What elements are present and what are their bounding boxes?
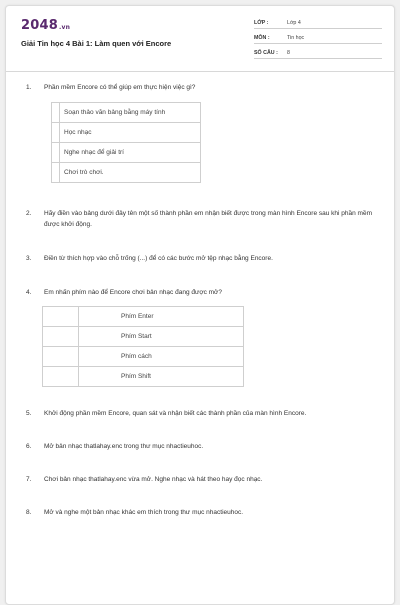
worksheet-header	[6, 6, 394, 72]
meta-subject-row	[254, 31, 382, 44]
option-label: Học nhạc	[60, 123, 201, 143]
option-checkbox-cell[interactable]	[43, 367, 79, 387]
question-text: Chơi bản nhạc thatlahay.enc vừa mở. Nghe nhạc và hát theo hay đọc nhạc.	[44, 476, 263, 483]
question-text: Mở bản nhạc thatlahay.enc trong thư mục nhactieuhoc.	[44, 443, 204, 450]
question-text: Hãy điền vào bảng dưới đây tên một số thành phần em nhận biết được trong màn hình Encore sau khi phần mềm được khởi động.	[44, 210, 372, 228]
option-checkbox-cell[interactable]	[52, 143, 60, 163]
table-row	[43, 367, 244, 387]
question-text: Khởi động phần mềm Encore, quan sát và nhận biết các thành phần của màn hình Encore.	[44, 410, 307, 417]
option-label: Phím Enter	[79, 307, 244, 327]
question-text: Phần mềm Encore có thể giúp em thực hiện việc gì?	[44, 84, 196, 91]
option-label: Chơi trò chơi.	[60, 163, 201, 183]
option-checkbox-cell[interactable]	[52, 103, 60, 123]
table-row	[52, 143, 201, 163]
question-number: 2.	[26, 210, 32, 217]
table-row	[52, 123, 201, 143]
option-checkbox-cell[interactable]	[52, 163, 60, 183]
option-checkbox-cell[interactable]	[43, 307, 79, 327]
option-label: Phím cách	[79, 347, 244, 367]
table-row	[43, 307, 244, 327]
option-label: Nghe nhạc để giải trí	[60, 143, 201, 163]
question-number: 4.	[26, 289, 32, 296]
logo-suffix: .vn	[58, 24, 71, 31]
q4-options-table	[42, 306, 244, 387]
option-checkbox-cell[interactable]	[43, 327, 79, 347]
question-number: 5.	[26, 410, 32, 417]
meta-class-value: Lớp 4	[287, 20, 301, 26]
option-label: Phím Shift	[79, 367, 244, 387]
meta-count-label: SỐ CÂU :	[254, 50, 278, 56]
q1-options-table	[51, 102, 201, 183]
question-number: 8.	[26, 509, 32, 516]
table-row	[52, 103, 201, 123]
meta-count-value: 8	[287, 50, 290, 56]
question-text: Điền từ thích hợp vào chỗ trống (...) để có các bước mở tệp nhạc bằng Encore.	[44, 255, 273, 262]
meta-class-row	[254, 16, 382, 29]
table-row	[43, 327, 244, 347]
question-number: 1.	[26, 84, 32, 91]
meta-subject-label: MÔN :	[254, 35, 270, 41]
question-number: 3.	[26, 255, 32, 262]
option-checkbox-cell[interactable]	[43, 347, 79, 367]
logo-main: 2048	[21, 18, 58, 33]
option-label: Phím Start	[79, 327, 244, 347]
question-text: Mở và nghe một bản nhạc khác em thích trong thư mục nhactieuhoc.	[44, 509, 244, 516]
table-row	[52, 163, 201, 183]
page-title: Giải Tin học 4 Bài 1: Làm quen với Encore	[21, 39, 172, 48]
meta-subject-value: Tin học	[287, 35, 305, 41]
question-number: 6.	[26, 443, 32, 450]
table-row	[43, 347, 244, 367]
option-label: Soạn thảo văn bảng bằng máy tính	[60, 103, 201, 123]
question-number: 7.	[26, 476, 32, 483]
option-checkbox-cell[interactable]	[52, 123, 60, 143]
site-logo[interactable]	[21, 18, 70, 33]
meta-class-label: LỚP :	[254, 20, 269, 26]
worksheet-page	[5, 5, 395, 605]
question-text: Em nhấn phím nào để Encore chơi bản nhạc đang được mở?	[44, 289, 222, 296]
meta-count-row	[254, 46, 382, 59]
